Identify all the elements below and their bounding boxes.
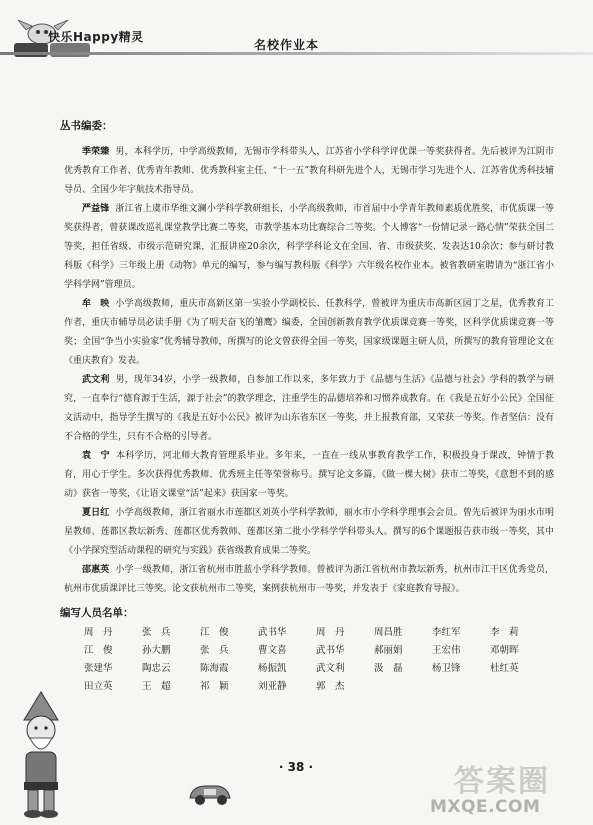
bio-text: 小学一级教师，浙江省杭州市胜蓝小学科学教师。曾被评为浙江省杭州市教坛新秀，杭州市江干区优秀党员，杭州市优质课评比三等奖。论文获杭州市二等奖，案例获杭州市一等奖，并发表于《家庭教育导报》。 [64, 565, 554, 594]
editor-name: 王宏伟 [432, 645, 461, 656]
editor-name: 祁 颖 [200, 681, 229, 692]
editor-name: 田立英 [84, 681, 113, 692]
editor-name: 杨振凯 [258, 663, 287, 674]
bio-name: 牟 映 [82, 299, 110, 309]
editor-name: 刘亚静 [258, 681, 287, 692]
series-editors-heading: 丛书编委： [60, 120, 113, 132]
editor-name: 李红军 [432, 627, 461, 638]
bio-name: 袁 宁 [82, 451, 110, 461]
bio-paragraph [64, 561, 554, 599]
editors-heading: 编写人员名单： [60, 607, 134, 619]
editors-grid [84, 626, 554, 694]
editor-name: 张 兵 [200, 645, 229, 656]
editor-name: 武书华 [258, 627, 287, 638]
toy-car-illustration [186, 778, 234, 808]
editor-name: 杨卫锋 [432, 663, 461, 674]
page-header [0, 0, 593, 62]
bio-paragraph [64, 504, 554, 561]
bio-text: 浙江省上虞市华维文澜小学科学教研组长，小学高级教师，市首届中小学青年教师素质优胜奖，市优质课一等奖获得者，曾获课改巡礼课堂教学比赛二等奖，市教学基本功比赛综合二等奖。个人博客“一份情记录一路心情”荣获全国二等奖，担任省级、市级示范研究课，汇报讲座20余次，科学学科论文在全国、省、市级获奖、发表达10余次；参与研讨教科版《科学》三年级上册《动物》单元的编写，参与编写教科版《科学》六年级名校作业本。被省教研室聘请为“浙江省小学科学网”管理员。 [64, 204, 554, 290]
bio-paragraph [64, 143, 554, 200]
editor-name: 江 俊 [84, 645, 113, 656]
bio-text: 男，现年34岁，小学一级教师，自参加工作以来，多年致力于《品德与生活》《品德与社会》学科的教学与研究，一直奉行“德育源于生活，源于社会”的教学理念，注重学生的品德培养和习惯养成教育。在《我是五好小公民》全国征文活动中，指导学生撰写的《我是五好小公民》被评为山东省东区一等奖，并上报教育部，又荣获一等奖。作者坚信：没有不合格的学生，只有不合格的引导者。 [64, 375, 554, 442]
editor-name: 武书华 [316, 645, 345, 656]
editor-name: 张建华 [84, 663, 113, 674]
bio-text: 本科学历，河北师大教育管理系毕业。多年来，一直在一线从事教育教学工作，积极投身于课改，钟情于教育，用心于学生。多次获得优秀教师、优秀班主任等荣誉称号。撰写论文多篇，《做一棵大树》获市二等奖，《意想不到的感动》获省一等奖，《让语文课堂“活”起来》获国家一等奖。 [64, 451, 554, 499]
editor-name: 孙大鹏 [142, 645, 171, 656]
watermark-url: MXQE.COM [430, 797, 541, 817]
editor-name: 周 丹 [84, 627, 113, 638]
editor-name: 江 俊 [200, 627, 229, 638]
dwarf-illustration [6, 690, 76, 820]
bio-paragraph [64, 371, 554, 447]
book-title: 名校作业本 [254, 38, 320, 52]
editor-name: 周 丹 [316, 627, 345, 638]
editor-name: 郝丽娟 [374, 645, 403, 656]
bio-name: 严益锋 [82, 204, 110, 214]
editor-name: 陈海霞 [200, 663, 229, 674]
header-divider [0, 52, 593, 55]
logo-text: 快乐Happy精灵 [48, 30, 144, 44]
bio-name: 季荣臻 [82, 147, 110, 157]
bio-name: 邵惠英 [82, 565, 110, 575]
editor-name: 王 超 [142, 681, 171, 692]
content [60, 118, 554, 694]
editor-name: 汲 磊 [374, 663, 403, 674]
bio-text: 小学高级教师，重庆市高新区第一实验小学副校长、任教科学，曾被评为重庆市高新区园丁之星，优秀教育工作者，重庆市辅导员必读手册《为了明天奋飞的雏鹰》编委，全国创新教育教学优质课竞赛一等奖，区科学优质课竞赛一等奖；全国“争当小实验家”优秀辅导教师，所撰写的论文曾获得全国一等奖，国家级课题主研人员，所撰写的教育管理论文在《重庆教育》发表。 [64, 299, 554, 366]
editor-name: 邓朝晖 [490, 645, 519, 656]
editor-name: 郭 杰 [316, 681, 345, 692]
bio-text: 小学高级教师，浙江省丽水市莲都区刘英小学科学教师，丽水市小学科学理事会会员。曾先后被评为丽水市明星教师、莲都区教坛新秀、莲都区优秀教师、莲都区第二批小学科学学科带头人。撰写的6个课题报告获市级一等奖，其中《小学探究型活动课程的研究与实践》获省级教育成果二等奖。 [64, 508, 554, 556]
editor-name: 武文利 [316, 663, 345, 674]
watermark-logo-text: 答案圈 [454, 764, 550, 799]
bio-name: 武文利 [82, 375, 110, 385]
editor-name: 杜红英 [490, 663, 519, 674]
bio-name: 夏日红 [82, 508, 110, 518]
editor-name: 陶忠云 [142, 663, 171, 674]
editor-name: 曹文喜 [258, 645, 287, 656]
editor-name: 周昌胜 [374, 627, 403, 638]
bio-paragraph [64, 200, 554, 295]
bio-paragraph [64, 447, 554, 504]
bio-paragraph [64, 295, 554, 371]
editor-name: 张 兵 [142, 627, 171, 638]
page-number: · 38 · [278, 760, 314, 774]
bio-text: 男，本科学历，中学高级教师，无锡市学科带头人，江苏省小学科学评优课一等奖获得者。先后被评为江阴市优秀教育工作者、优秀青年教师、优秀教科室主任、“十一五”教育科研先进个人，无锡市学习先进个人、江苏省优秀科技辅导员、全国少年宇航技术指导员。 [64, 147, 554, 195]
editor-name: 李 莉 [490, 627, 519, 638]
